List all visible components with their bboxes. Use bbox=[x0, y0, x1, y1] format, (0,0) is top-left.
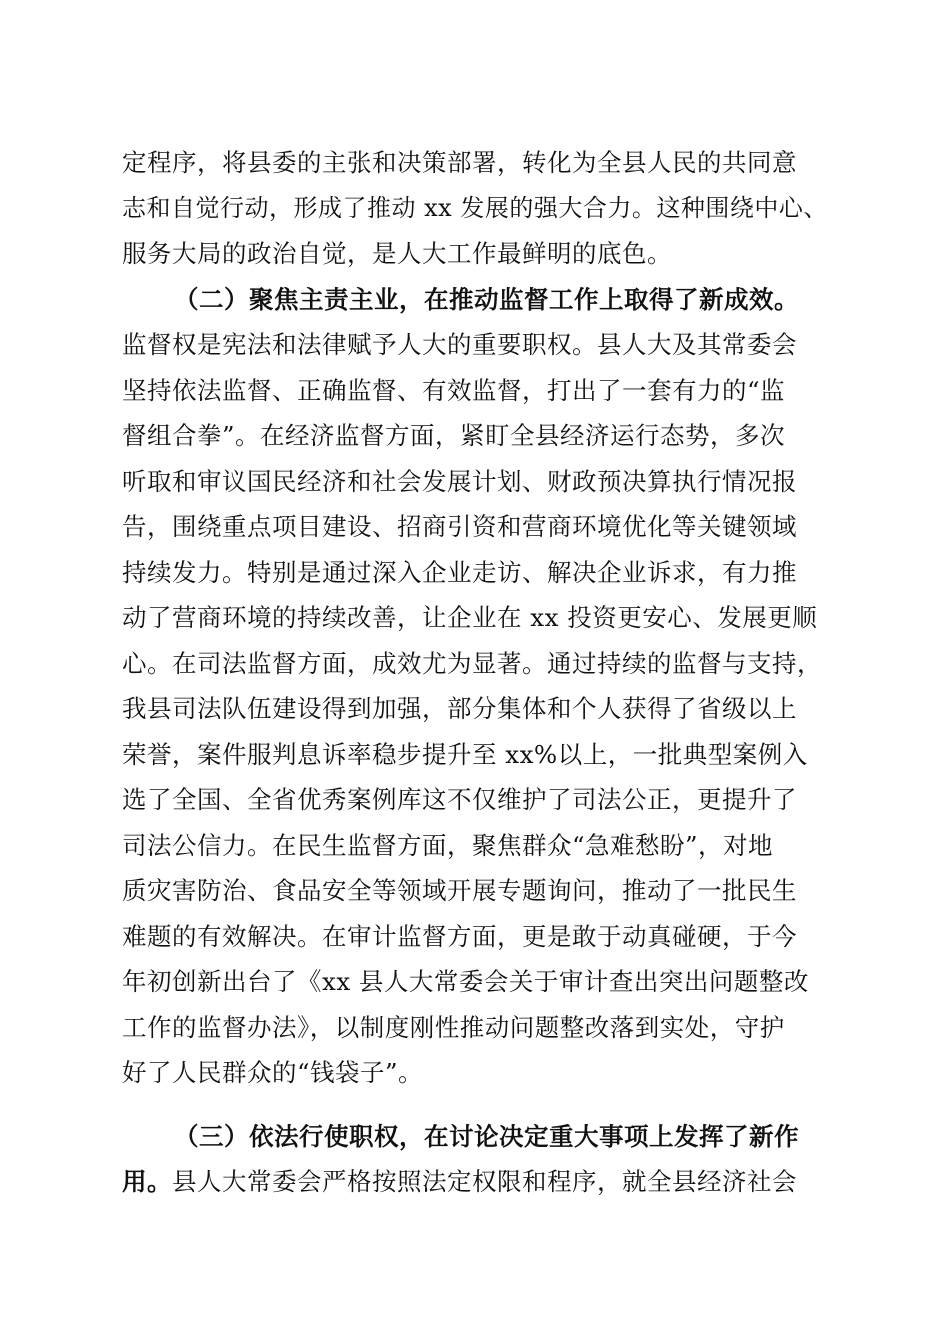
paragraph-1 bbox=[122, 140, 828, 277]
section-heading-2: （二）聚焦主责主业，在推动监督工作上取得了新成效。 bbox=[174, 284, 799, 314]
section-heading-3-cont: 用。 bbox=[122, 1167, 172, 1196]
text-line: 选了全国、全省优秀案例库这不仅维护了司法公正，更提升了 bbox=[122, 785, 797, 814]
text-line: 督组合拳”。在经济监督方面，紧盯全县经济运行态势，多次 bbox=[122, 421, 786, 450]
paragraph-gap bbox=[122, 1096, 828, 1114]
text-line: 志和自觉行动，形成了推动 xx 发展的强大合力。这种围绕中心、 bbox=[122, 193, 828, 222]
text-line: 质灾害防治、食品安全等领域开展专题询问，推动了一批民生 bbox=[122, 876, 797, 905]
text-line: 服务大局的政治自觉，是人大工作最鲜明的底色。 bbox=[122, 239, 672, 268]
paragraph-2 bbox=[122, 277, 828, 1096]
text-line: 动了营商环境的持续改善，让企业在 xx 投资更安心、发展更顺 bbox=[122, 603, 818, 632]
paragraph-3 bbox=[122, 1114, 828, 1205]
text-line: 司法公信力。在民生监督方面，聚焦群众“急难愁盼”，对地 bbox=[122, 830, 774, 860]
text-line bbox=[122, 1159, 828, 1205]
text-line: 坚持依法监督、正确监督、有效监督，打出了一套有力的“监 bbox=[122, 375, 786, 405]
text-line: 告，围绕重点项目建设、招商引资和营商环境优化等关键领域 bbox=[122, 512, 797, 541]
text-line-rest: 县人大常委会严格按照法定权限和程序，就全县经济社会 bbox=[172, 1167, 797, 1196]
text-line: 年初创新出台了《xx 县人大常委会关于审计查出突出问题整改 bbox=[122, 967, 809, 996]
text-line: 难题的有效解决。在审计监督方面，更是敢于动真碰硬，于今 bbox=[122, 921, 797, 951]
text-line: 持续发力。特别是通过深入企业走访、解决企业诉求，有力推 bbox=[122, 557, 797, 587]
text-line: 监督权是宪法和法律赋予人大的重要职权。县人大及其常委会 bbox=[122, 330, 797, 359]
text-line: 心。在司法监督方面，成效尤为显著。通过持续的监督与支持， bbox=[122, 648, 822, 678]
document-body bbox=[122, 140, 828, 1205]
section-heading-3: （三）依法行使职权，在讨论决定重大事项上发挥了新作 bbox=[174, 1121, 799, 1151]
text-line: 荣誉，案件服判息诉率稳步提升至 xx%以上，一批典型案例入 bbox=[122, 739, 808, 769]
text-line: 好了人民群众的“钱袋子”。 bbox=[122, 1058, 424, 1087]
text-line: 工作的监督办法》，以制度刚性推动问题整改落到实处，守护 bbox=[122, 1012, 785, 1042]
text-line: 听取和审议国民经济和社会发展计划、财政预决算执行情况报 bbox=[122, 466, 797, 496]
text-line: 定程序，将县委的主张和决策部署，转化为全县人民的共同意 bbox=[122, 148, 797, 177]
text-line: 我县司法队伍建设得到加强，部分集体和个人获得了省级以上 bbox=[122, 694, 797, 723]
